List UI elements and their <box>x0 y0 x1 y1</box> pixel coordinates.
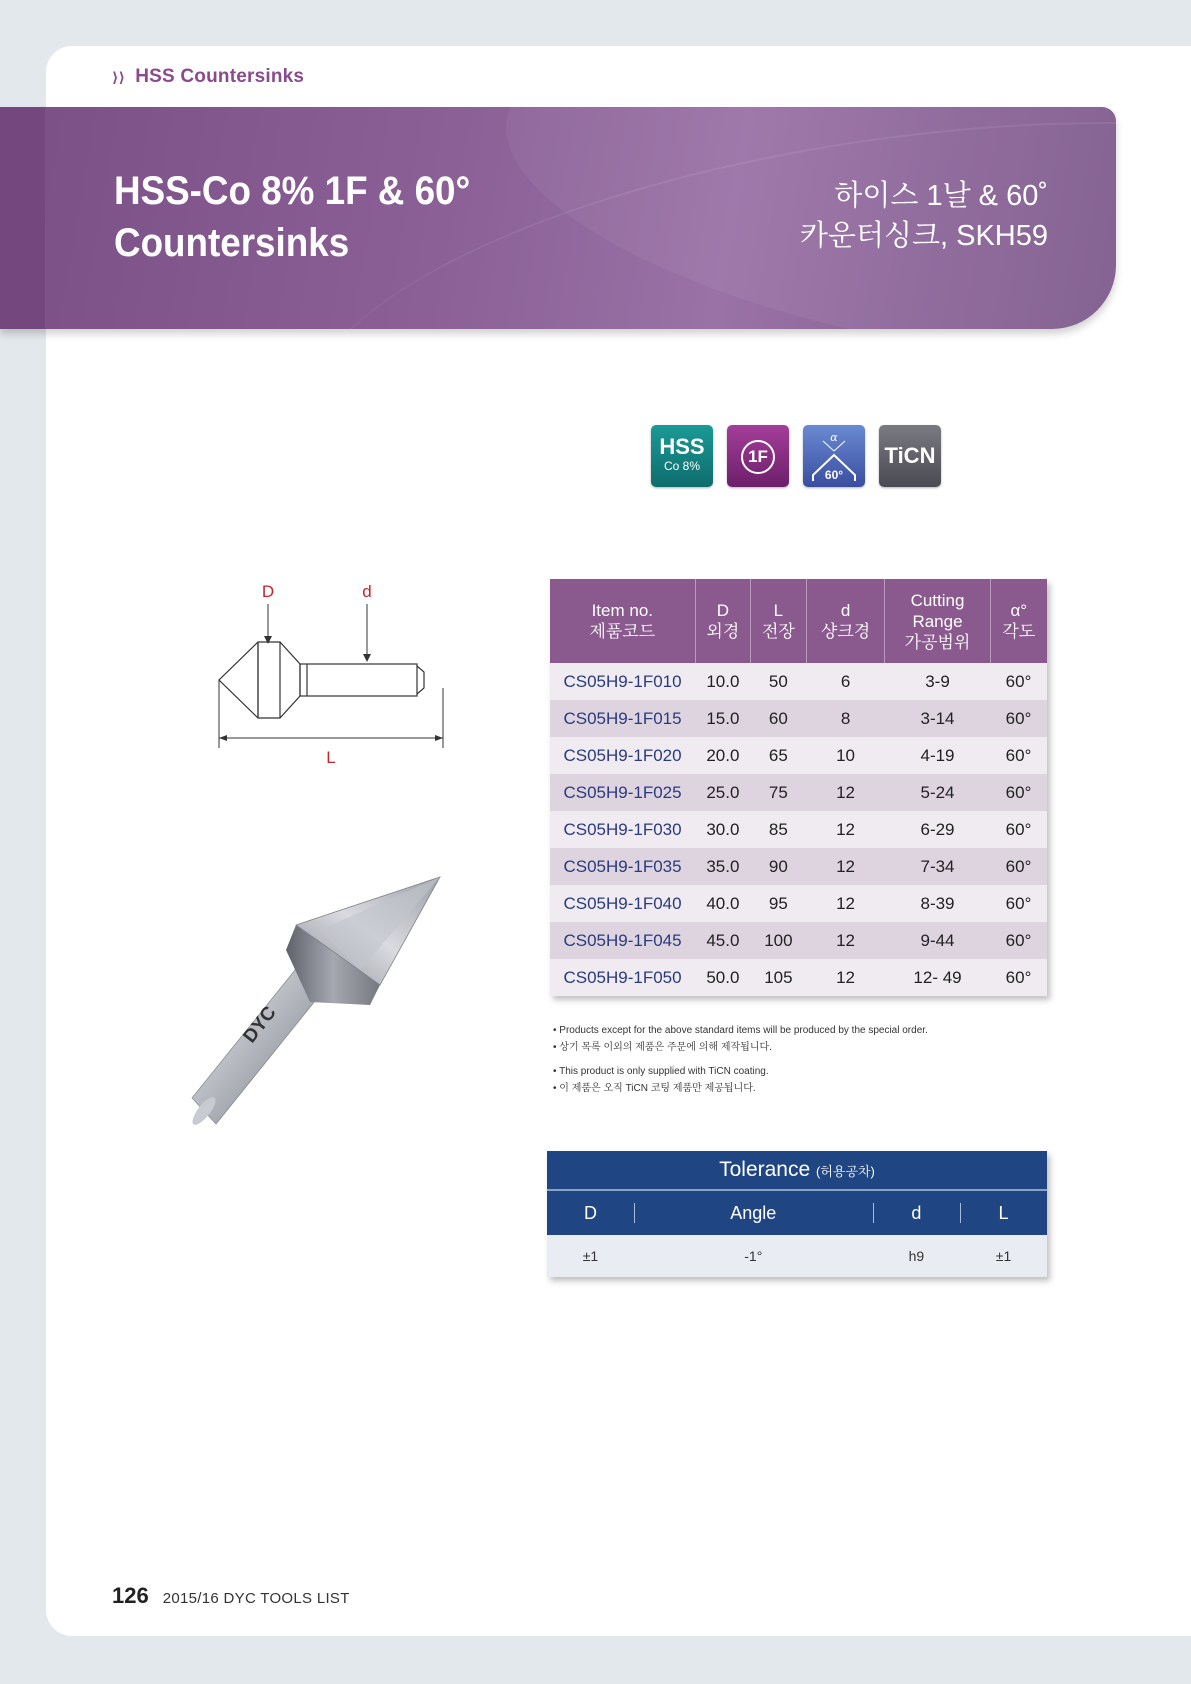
cell-shank-d: 10 <box>806 737 885 774</box>
chevron-right-icon: ⟩⟩ <box>112 69 126 85</box>
cell-shank-d: 12 <box>806 922 885 959</box>
angle-alpha: α <box>830 431 838 444</box>
cell-D: 40.0 <box>695 885 751 922</box>
table-row <box>550 922 1047 959</box>
item-code: CS05H9-1F030 <box>550 811 695 848</box>
tol-value-L: ±1 <box>960 1235 1047 1277</box>
table-row <box>550 885 1047 922</box>
cell-L: 105 <box>751 959 806 996</box>
tol-value-angle: -1° <box>634 1235 873 1277</box>
tol-col-L: L <box>960 1191 1047 1235</box>
header-text: Item no. <box>591 601 653 620</box>
tol-value-d: h9 <box>873 1235 960 1277</box>
col-D <box>695 579 751 663</box>
label-D: D <box>261 582 275 601</box>
cell-alpha: 60° <box>990 663 1047 700</box>
header-text: 제품코드 <box>589 622 656 641</box>
flute-badge-label: 1F <box>741 440 775 474</box>
note-item: • 상기 목록 이외의 제품은 주문에 의해 제작됩니다. <box>553 1042 772 1053</box>
tolerance-value-row <box>547 1235 1047 1277</box>
header-text: D <box>716 601 729 620</box>
cell-shank-d: 12 <box>806 811 885 848</box>
cell-L: 65 <box>751 737 806 774</box>
header-text: Cutting <box>910 590 965 610</box>
note-gap <box>553 1056 928 1063</box>
cell-D: 15.0 <box>695 700 751 737</box>
item-code: CS05H9-1F040 <box>550 885 695 922</box>
table-row <box>550 663 1047 700</box>
cell-range: 9-44 <box>885 922 990 959</box>
tolerance-grid <box>547 1191 1047 1277</box>
item-code: CS05H9-1F050 <box>550 959 695 996</box>
cell-range: 3-9 <box>885 663 990 700</box>
angle-badge <box>803 425 865 487</box>
coating-badge: TiCN <box>879 425 941 487</box>
tol-col-angle: Angle <box>634 1191 873 1235</box>
cell-D: 50.0 <box>695 959 751 996</box>
cell-alpha: 60° <box>990 848 1047 885</box>
cell-alpha: 60° <box>990 737 1047 774</box>
cell-D: 45.0 <box>695 922 751 959</box>
header-text: 샹크경 <box>820 622 871 641</box>
cell-L: 60 <box>751 700 806 737</box>
header-text: α° <box>1010 601 1028 620</box>
cell-shank-d: 12 <box>806 774 885 811</box>
item-code: CS05H9-1F025 <box>550 774 695 811</box>
item-code: CS05H9-1F015 <box>550 700 695 737</box>
footer-text: 2015/16 DYC TOOLS LIST <box>162 1590 350 1607</box>
tolerance-title-ko: (허용공차) <box>816 1164 875 1179</box>
tolerance-title-en: Tolerance <box>719 1158 811 1181</box>
header-text: 외경 <box>706 622 740 641</box>
cell-range: 3-14 <box>885 700 990 737</box>
cell-D: 25.0 <box>695 774 751 811</box>
title-ko-line2: 카운터싱크, SKH59 <box>799 220 1048 252</box>
spec-table-header <box>550 579 1047 663</box>
cell-shank-d: 12 <box>806 959 885 996</box>
table-row <box>550 848 1047 885</box>
cell-L: 100 <box>751 922 806 959</box>
feature-badges <box>651 425 941 487</box>
notes <box>553 1022 928 1097</box>
page-title <box>114 165 470 269</box>
angle-value: 60° <box>824 468 844 482</box>
col-cutting-range <box>885 579 990 663</box>
title-en-line1: HSS-Co 8% 1F & 60° <box>114 169 471 213</box>
label-d: d <box>362 582 372 601</box>
cell-L: 95 <box>751 885 806 922</box>
footer <box>112 1583 350 1609</box>
cell-range: 6-29 <box>885 811 990 848</box>
cell-range: 8-39 <box>885 885 990 922</box>
header-text: d <box>840 601 851 620</box>
cell-alpha: 60° <box>990 922 1047 959</box>
hss-badge-sub: Co 8% <box>663 459 701 473</box>
cell-alpha: 60° <box>990 885 1047 922</box>
cell-shank-d: 12 <box>806 885 885 922</box>
item-code: CS05H9-1F035 <box>550 848 695 885</box>
cell-L: 90 <box>751 848 806 885</box>
cell-D: 10.0 <box>695 663 751 700</box>
label-L: L <box>326 748 336 767</box>
cell-alpha: 60° <box>990 774 1047 811</box>
page-title-korean <box>800 176 1048 256</box>
flute-badge <box>727 425 789 487</box>
hss-badge-main: HSS <box>659 434 705 459</box>
cell-shank-d: 6 <box>806 663 885 700</box>
spec-table <box>550 579 1047 996</box>
cell-shank-d: 8 <box>806 700 885 737</box>
tolerance-table <box>547 1151 1047 1277</box>
title-en-line2: Countersinks <box>114 221 350 265</box>
photo-engraving: DYC <box>239 1002 281 1048</box>
cell-L: 50 <box>751 663 806 700</box>
title-ko-line1: 하이스 1날 & 60˚ <box>834 180 1048 212</box>
col-shank-d <box>806 579 885 663</box>
note-item: • Products except for the above standard items will be produced by the special order. <box>553 1025 928 1036</box>
note-item: • This product is only supplied with TiCN coating. <box>553 1066 769 1077</box>
page-number: 126 <box>112 1583 149 1608</box>
header-text: 가공범위 <box>904 632 971 652</box>
table-row <box>550 811 1047 848</box>
cell-alpha: 60° <box>990 959 1047 996</box>
breadcrumb-label: HSS Countersinks <box>135 66 305 87</box>
cell-range: 5-24 <box>885 774 990 811</box>
product-photo <box>190 870 450 1135</box>
hss-badge <box>651 425 713 487</box>
col-item-no <box>550 579 695 663</box>
tol-value-D: ±1 <box>547 1235 634 1277</box>
cell-shank-d: 12 <box>806 848 885 885</box>
angle-icon <box>803 425 865 487</box>
dimension-drawing <box>210 580 460 770</box>
header-text: 각도 <box>1002 622 1036 641</box>
item-code: CS05H9-1F020 <box>550 737 695 774</box>
cell-L: 85 <box>751 811 806 848</box>
note-item: • 이 제품은 오직 TiCN 코팅 제품만 제공됩니다. <box>553 1083 756 1094</box>
cell-L: 75 <box>751 774 806 811</box>
cell-D: 20.0 <box>695 737 751 774</box>
tolerance-header-row <box>547 1191 1047 1235</box>
banner-stripe <box>0 107 45 329</box>
cell-alpha: 60° <box>990 811 1047 848</box>
cell-D: 30.0 <box>695 811 751 848</box>
table-row <box>550 737 1047 774</box>
item-code: CS05H9-1F010 <box>550 663 695 700</box>
breadcrumb[interactable] <box>112 66 304 88</box>
tolerance-title <box>547 1151 1047 1191</box>
cell-range: 4-19 <box>885 737 990 774</box>
tol-col-D: D <box>547 1191 634 1235</box>
table-row <box>550 774 1047 811</box>
tol-col-d: d <box>873 1191 960 1235</box>
col-alpha <box>990 579 1047 663</box>
table-row <box>550 700 1047 737</box>
header-text: L <box>773 601 784 620</box>
col-L <box>751 579 806 663</box>
header-text: Range <box>912 611 963 631</box>
cell-range: 12- 49 <box>885 959 990 996</box>
cell-range: 7-34 <box>885 848 990 885</box>
item-code: CS05H9-1F045 <box>550 922 695 959</box>
cell-D: 35.0 <box>695 848 751 885</box>
table-row <box>550 959 1047 996</box>
header-text: 전장 <box>761 622 795 641</box>
cell-alpha: 60° <box>990 700 1047 737</box>
